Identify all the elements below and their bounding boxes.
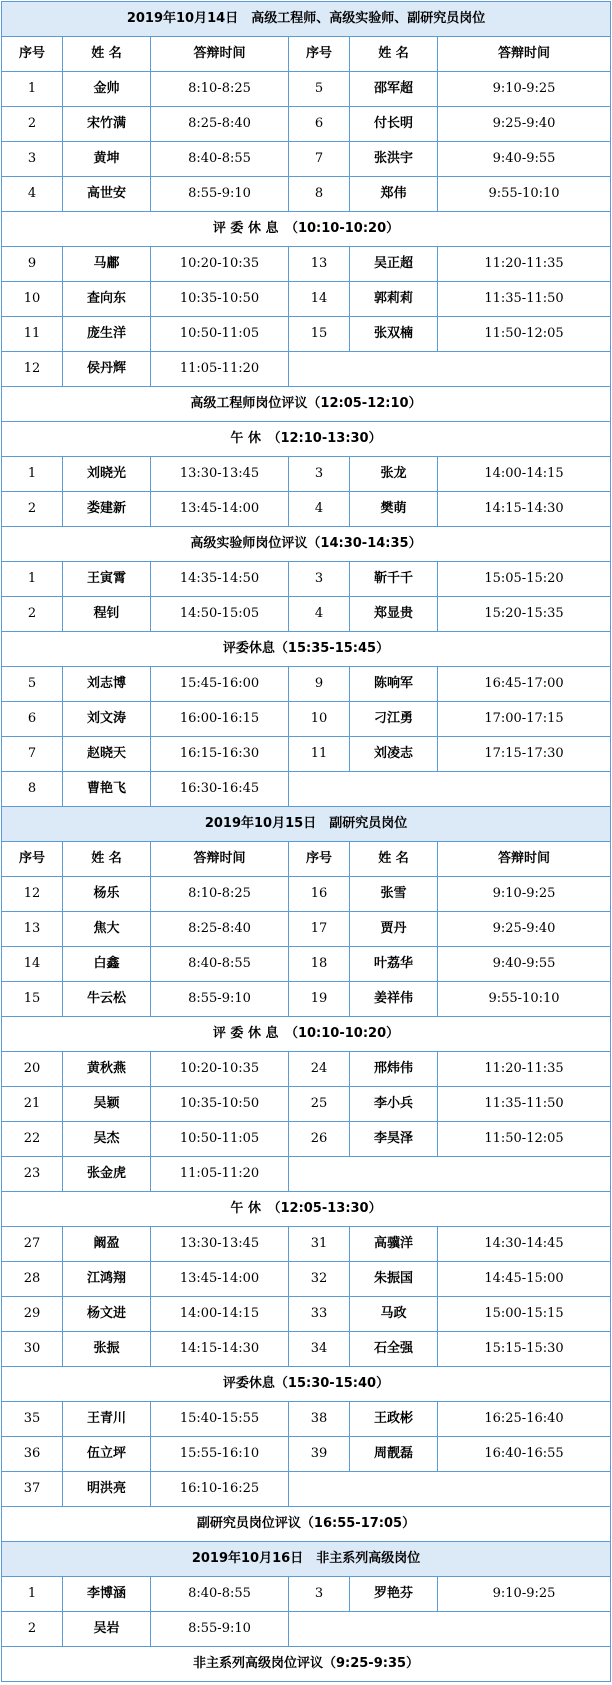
seq-cell: 13 bbox=[2, 912, 63, 947]
name-cell: 吴正超 bbox=[350, 247, 438, 282]
time-cell: 8:55-9:10 bbox=[151, 982, 289, 1017]
empty-cell bbox=[289, 1612, 611, 1647]
name-cell: 樊萌 bbox=[350, 492, 438, 527]
name-cell: 金帅 bbox=[63, 72, 151, 107]
time-cell: 9:55-10:10 bbox=[438, 177, 611, 212]
time-cell: 8:40-8:55 bbox=[151, 947, 289, 982]
column-header: 答辩时间 bbox=[151, 37, 289, 72]
time-cell: 14:50-15:05 bbox=[151, 597, 289, 632]
schedule-body bbox=[2, 2, 611, 1682]
name-cell: 姜祥伟 bbox=[350, 982, 438, 1017]
time-cell: 14:00-14:15 bbox=[438, 457, 611, 492]
name-cell: 罗艳芬 bbox=[350, 1577, 438, 1612]
seq-cell: 1 bbox=[2, 1577, 63, 1612]
column-header: 序号 bbox=[2, 37, 63, 72]
seq-cell: 32 bbox=[289, 1262, 350, 1297]
seq-cell: 39 bbox=[289, 1437, 350, 1472]
seq-cell: 1 bbox=[2, 457, 63, 492]
table-row bbox=[2, 1332, 611, 1367]
break-row bbox=[2, 387, 611, 422]
name-cell: 张雪 bbox=[350, 877, 438, 912]
seq-cell: 3 bbox=[289, 457, 350, 492]
time-cell: 16:00-16:15 bbox=[151, 702, 289, 737]
seq-cell: 27 bbox=[2, 1227, 63, 1262]
seq-cell: 11 bbox=[289, 737, 350, 772]
name-cell: 李昊泽 bbox=[350, 1122, 438, 1157]
name-cell: 伍立坪 bbox=[63, 1437, 151, 1472]
time-cell: 9:40-9:55 bbox=[438, 142, 611, 177]
schedule-table bbox=[1, 1, 611, 1682]
column-header: 姓 名 bbox=[350, 842, 438, 877]
name-cell: 高世安 bbox=[63, 177, 151, 212]
name-cell: 贾丹 bbox=[350, 912, 438, 947]
seq-cell: 12 bbox=[2, 877, 63, 912]
seq-cell: 34 bbox=[289, 1332, 350, 1367]
seq-cell: 5 bbox=[2, 667, 63, 702]
name-cell: 邢炜伟 bbox=[350, 1052, 438, 1087]
empty-cell bbox=[289, 772, 611, 807]
empty-cell bbox=[289, 352, 611, 387]
name-cell: 刘晓光 bbox=[63, 457, 151, 492]
column-header-row bbox=[2, 842, 611, 877]
name-cell: 王政彬 bbox=[350, 1402, 438, 1437]
time-cell: 11:35-11:50 bbox=[438, 1087, 611, 1122]
table-row bbox=[2, 772, 611, 807]
table-row bbox=[2, 247, 611, 282]
table-row bbox=[2, 1122, 611, 1157]
seq-cell: 15 bbox=[2, 982, 63, 1017]
name-cell: 黄坤 bbox=[63, 142, 151, 177]
name-cell: 李博涵 bbox=[63, 1577, 151, 1612]
name-cell: 牛云松 bbox=[63, 982, 151, 1017]
time-cell: 15:15-15:30 bbox=[438, 1332, 611, 1367]
column-header: 序号 bbox=[289, 37, 350, 72]
name-cell: 郑显贵 bbox=[350, 597, 438, 632]
time-cell: 14:15-14:30 bbox=[438, 492, 611, 527]
name-cell: 朱振国 bbox=[350, 1262, 438, 1297]
name-cell: 郭莉莉 bbox=[350, 282, 438, 317]
seq-cell: 4 bbox=[289, 597, 350, 632]
seq-cell: 14 bbox=[289, 282, 350, 317]
time-cell: 11:05-11:20 bbox=[151, 352, 289, 387]
seq-cell: 3 bbox=[289, 1577, 350, 1612]
seq-cell: 18 bbox=[289, 947, 350, 982]
name-cell: 石全强 bbox=[350, 1332, 438, 1367]
seq-cell: 19 bbox=[289, 982, 350, 1017]
time-cell: 16:25-16:40 bbox=[438, 1402, 611, 1437]
seq-cell: 10 bbox=[2, 282, 63, 317]
empty-cell bbox=[289, 1157, 611, 1192]
name-cell: 焦大 bbox=[63, 912, 151, 947]
seq-cell: 16 bbox=[289, 877, 350, 912]
name-cell: 宋竹满 bbox=[63, 107, 151, 142]
seq-cell: 2 bbox=[2, 107, 63, 142]
name-cell: 高骥洋 bbox=[350, 1227, 438, 1262]
table-row bbox=[2, 317, 611, 352]
table-row bbox=[2, 1262, 611, 1297]
name-cell: 阚盈 bbox=[63, 1227, 151, 1262]
column-header-row bbox=[2, 37, 611, 72]
name-cell: 张龙 bbox=[350, 457, 438, 492]
break-row bbox=[2, 632, 611, 667]
name-cell: 张双楠 bbox=[350, 317, 438, 352]
name-cell: 明洪亮 bbox=[63, 1472, 151, 1507]
time-cell: 15:05-15:20 bbox=[438, 562, 611, 597]
seq-cell: 21 bbox=[2, 1087, 63, 1122]
section-title: 2019年10月15日 副研究员岗位 bbox=[2, 807, 611, 842]
name-cell: 赵晓天 bbox=[63, 737, 151, 772]
seq-cell: 3 bbox=[2, 142, 63, 177]
name-cell: 娄建新 bbox=[63, 492, 151, 527]
time-cell: 17:15-17:30 bbox=[438, 737, 611, 772]
seq-cell: 3 bbox=[289, 562, 350, 597]
break-label: 评委休息（15:30-15:40） bbox=[2, 1367, 611, 1402]
break-label: 评委休息（15:35-15:45） bbox=[2, 632, 611, 667]
name-cell: 刘凌志 bbox=[350, 737, 438, 772]
column-header: 序号 bbox=[2, 842, 63, 877]
time-cell: 9:55-10:10 bbox=[438, 982, 611, 1017]
name-cell: 张金虎 bbox=[63, 1157, 151, 1192]
table-row bbox=[2, 737, 611, 772]
seq-cell: 10 bbox=[289, 702, 350, 737]
seq-cell: 33 bbox=[289, 1297, 350, 1332]
time-cell: 8:55-9:10 bbox=[151, 1612, 289, 1647]
break-row bbox=[2, 1367, 611, 1402]
table-row bbox=[2, 1577, 611, 1612]
table-row bbox=[2, 562, 611, 597]
table-row bbox=[2, 1437, 611, 1472]
time-cell: 8:10-8:25 bbox=[151, 72, 289, 107]
seq-cell: 17 bbox=[289, 912, 350, 947]
time-cell: 9:10-9:25 bbox=[438, 1577, 611, 1612]
table-row bbox=[2, 1297, 611, 1332]
time-cell: 16:10-16:25 bbox=[151, 1472, 289, 1507]
column-header: 序号 bbox=[289, 842, 350, 877]
seq-cell: 24 bbox=[289, 1052, 350, 1087]
break-row bbox=[2, 527, 611, 562]
table-row bbox=[2, 107, 611, 142]
name-cell: 靳千千 bbox=[350, 562, 438, 597]
time-cell: 14:30-14:45 bbox=[438, 1227, 611, 1262]
name-cell: 庞生洋 bbox=[63, 317, 151, 352]
seq-cell: 23 bbox=[2, 1157, 63, 1192]
name-cell: 周靓磊 bbox=[350, 1437, 438, 1472]
break-row bbox=[2, 1192, 611, 1227]
name-cell: 刘志博 bbox=[63, 667, 151, 702]
seq-cell: 2 bbox=[2, 492, 63, 527]
time-cell: 9:40-9:55 bbox=[438, 947, 611, 982]
seq-cell: 5 bbox=[289, 72, 350, 107]
seq-cell: 9 bbox=[289, 667, 350, 702]
name-cell: 吴杰 bbox=[63, 1122, 151, 1157]
time-cell: 10:35-10:50 bbox=[151, 282, 289, 317]
time-cell: 9:10-9:25 bbox=[438, 72, 611, 107]
table-row bbox=[2, 1087, 611, 1122]
break-label: 副研究员岗位评议（16:55-17:05） bbox=[2, 1507, 611, 1542]
time-cell: 11:50-12:05 bbox=[438, 1122, 611, 1157]
table-row bbox=[2, 282, 611, 317]
name-cell: 叶荔华 bbox=[350, 947, 438, 982]
time-cell: 10:35-10:50 bbox=[151, 1087, 289, 1122]
name-cell: 白鑫 bbox=[63, 947, 151, 982]
table-row bbox=[2, 142, 611, 177]
table-row bbox=[2, 72, 611, 107]
name-cell: 马鄘 bbox=[63, 247, 151, 282]
table-row bbox=[2, 877, 611, 912]
table-row bbox=[2, 1612, 611, 1647]
break-row bbox=[2, 422, 611, 457]
time-cell: 9:25-9:40 bbox=[438, 107, 611, 142]
seq-cell: 13 bbox=[289, 247, 350, 282]
name-cell: 杨乐 bbox=[63, 877, 151, 912]
name-cell: 江鸿翔 bbox=[63, 1262, 151, 1297]
table-row bbox=[2, 1402, 611, 1437]
time-cell: 8:40-8:55 bbox=[151, 142, 289, 177]
seq-cell: 8 bbox=[289, 177, 350, 212]
break-label: 评 委 休 息 （10:10-10:20） bbox=[2, 1017, 611, 1052]
seq-cell: 7 bbox=[2, 737, 63, 772]
time-cell: 11:50-12:05 bbox=[438, 317, 611, 352]
name-cell: 黄秋燕 bbox=[63, 1052, 151, 1087]
time-cell: 10:50-11:05 bbox=[151, 317, 289, 352]
table-row bbox=[2, 177, 611, 212]
name-cell: 王青川 bbox=[63, 1402, 151, 1437]
seq-cell: 31 bbox=[289, 1227, 350, 1262]
time-cell: 11:20-11:35 bbox=[438, 1052, 611, 1087]
seq-cell: 2 bbox=[2, 1612, 63, 1647]
time-cell: 9:10-9:25 bbox=[438, 877, 611, 912]
seq-cell: 1 bbox=[2, 562, 63, 597]
section-title: 2019年10月14日 高级工程师、高级实验师、副研究员岗位 bbox=[2, 2, 611, 37]
column-header: 答辩时间 bbox=[438, 37, 611, 72]
time-cell: 16:30-16:45 bbox=[151, 772, 289, 807]
seq-cell: 7 bbox=[289, 142, 350, 177]
seq-cell: 38 bbox=[289, 1402, 350, 1437]
seq-cell: 14 bbox=[2, 947, 63, 982]
name-cell: 曹艳飞 bbox=[63, 772, 151, 807]
break-label: 午 休 （12:05-13:30） bbox=[2, 1192, 611, 1227]
seq-cell: 20 bbox=[2, 1052, 63, 1087]
seq-cell: 11 bbox=[2, 317, 63, 352]
name-cell: 侯丹辉 bbox=[63, 352, 151, 387]
seq-cell: 22 bbox=[2, 1122, 63, 1157]
name-cell: 马政 bbox=[350, 1297, 438, 1332]
break-label: 午 休 （12:10-13:30） bbox=[2, 422, 611, 457]
date-section-header bbox=[2, 2, 611, 37]
time-cell: 13:30-13:45 bbox=[151, 457, 289, 492]
table-row bbox=[2, 1227, 611, 1262]
time-cell: 14:35-14:50 bbox=[151, 562, 289, 597]
break-label: 非主系列高级岗位评议（9:25-9:35） bbox=[2, 1647, 611, 1682]
time-cell: 14:15-14:30 bbox=[151, 1332, 289, 1367]
time-cell: 8:40-8:55 bbox=[151, 1577, 289, 1612]
seq-cell: 35 bbox=[2, 1402, 63, 1437]
break-label: 评 委 休 息 （10:10-10:20） bbox=[2, 212, 611, 247]
time-cell: 16:45-17:00 bbox=[438, 667, 611, 702]
name-cell: 邵军超 bbox=[350, 72, 438, 107]
table-row bbox=[2, 982, 611, 1017]
time-cell: 11:05-11:20 bbox=[151, 1157, 289, 1192]
table-row bbox=[2, 492, 611, 527]
time-cell: 13:45-14:00 bbox=[151, 492, 289, 527]
seq-cell: 15 bbox=[289, 317, 350, 352]
seq-cell: 36 bbox=[2, 1437, 63, 1472]
time-cell: 11:35-11:50 bbox=[438, 282, 611, 317]
name-cell: 吴岩 bbox=[63, 1612, 151, 1647]
name-cell: 付长明 bbox=[350, 107, 438, 142]
date-section-header bbox=[2, 1542, 611, 1577]
break-row bbox=[2, 1647, 611, 1682]
seq-cell: 12 bbox=[2, 352, 63, 387]
seq-cell: 6 bbox=[2, 702, 63, 737]
name-cell: 郑伟 bbox=[350, 177, 438, 212]
time-cell: 14:00-14:15 bbox=[151, 1297, 289, 1332]
table-row bbox=[2, 667, 611, 702]
seq-cell: 4 bbox=[2, 177, 63, 212]
seq-cell: 26 bbox=[289, 1122, 350, 1157]
break-label: 高级实验师岗位评议（14:30-14:35） bbox=[2, 527, 611, 562]
table-row bbox=[2, 947, 611, 982]
time-cell: 8:25-8:40 bbox=[151, 912, 289, 947]
name-cell: 李小兵 bbox=[350, 1087, 438, 1122]
seq-cell: 1 bbox=[2, 72, 63, 107]
time-cell: 15:45-16:00 bbox=[151, 667, 289, 702]
time-cell: 10:50-11:05 bbox=[151, 1122, 289, 1157]
column-header: 姓 名 bbox=[350, 37, 438, 72]
seq-cell: 30 bbox=[2, 1332, 63, 1367]
table-row bbox=[2, 352, 611, 387]
name-cell: 刁江勇 bbox=[350, 702, 438, 737]
name-cell: 王寅霄 bbox=[63, 562, 151, 597]
break-label: 高级工程师岗位评议（12:05-12:10） bbox=[2, 387, 611, 422]
time-cell: 16:15-16:30 bbox=[151, 737, 289, 772]
time-cell: 15:55-16:10 bbox=[151, 1437, 289, 1472]
table-row bbox=[2, 1157, 611, 1192]
seq-cell: 25 bbox=[289, 1087, 350, 1122]
name-cell: 张振 bbox=[63, 1332, 151, 1367]
name-cell: 程钊 bbox=[63, 597, 151, 632]
time-cell: 15:00-15:15 bbox=[438, 1297, 611, 1332]
table-row bbox=[2, 1052, 611, 1087]
column-header: 姓 名 bbox=[63, 842, 151, 877]
empty-cell bbox=[289, 1472, 611, 1507]
time-cell: 8:25-8:40 bbox=[151, 107, 289, 142]
column-header: 答辩时间 bbox=[151, 842, 289, 877]
table-row bbox=[2, 597, 611, 632]
time-cell: 15:40-15:55 bbox=[151, 1402, 289, 1437]
time-cell: 10:20-10:35 bbox=[151, 247, 289, 282]
seq-cell: 29 bbox=[2, 1297, 63, 1332]
seq-cell: 4 bbox=[289, 492, 350, 527]
time-cell: 16:40-16:55 bbox=[438, 1437, 611, 1472]
time-cell: 17:00-17:15 bbox=[438, 702, 611, 737]
time-cell: 13:30-13:45 bbox=[151, 1227, 289, 1262]
name-cell: 陈响军 bbox=[350, 667, 438, 702]
seq-cell: 37 bbox=[2, 1472, 63, 1507]
time-cell: 15:20-15:35 bbox=[438, 597, 611, 632]
time-cell: 14:45-15:00 bbox=[438, 1262, 611, 1297]
table-row bbox=[2, 912, 611, 947]
time-cell: 11:20-11:35 bbox=[438, 247, 611, 282]
break-row bbox=[2, 212, 611, 247]
time-cell: 8:55-9:10 bbox=[151, 177, 289, 212]
date-section-header bbox=[2, 807, 611, 842]
time-cell: 9:25-9:40 bbox=[438, 912, 611, 947]
time-cell: 8:10-8:25 bbox=[151, 877, 289, 912]
section-title: 2019年10月16日 非主系列高级岗位 bbox=[2, 1542, 611, 1577]
time-cell: 10:20-10:35 bbox=[151, 1052, 289, 1087]
name-cell: 杨文进 bbox=[63, 1297, 151, 1332]
seq-cell: 9 bbox=[2, 247, 63, 282]
name-cell: 查向东 bbox=[63, 282, 151, 317]
name-cell: 张洪宇 bbox=[350, 142, 438, 177]
seq-cell: 28 bbox=[2, 1262, 63, 1297]
table-row bbox=[2, 1472, 611, 1507]
column-header: 姓 名 bbox=[63, 37, 151, 72]
seq-cell: 8 bbox=[2, 772, 63, 807]
seq-cell: 6 bbox=[289, 107, 350, 142]
name-cell: 刘文涛 bbox=[63, 702, 151, 737]
table-row bbox=[2, 457, 611, 492]
break-row bbox=[2, 1017, 611, 1052]
seq-cell: 2 bbox=[2, 597, 63, 632]
break-row bbox=[2, 1507, 611, 1542]
name-cell: 吴颖 bbox=[63, 1087, 151, 1122]
table-row bbox=[2, 702, 611, 737]
time-cell: 13:45-14:00 bbox=[151, 1262, 289, 1297]
column-header: 答辩时间 bbox=[438, 842, 611, 877]
